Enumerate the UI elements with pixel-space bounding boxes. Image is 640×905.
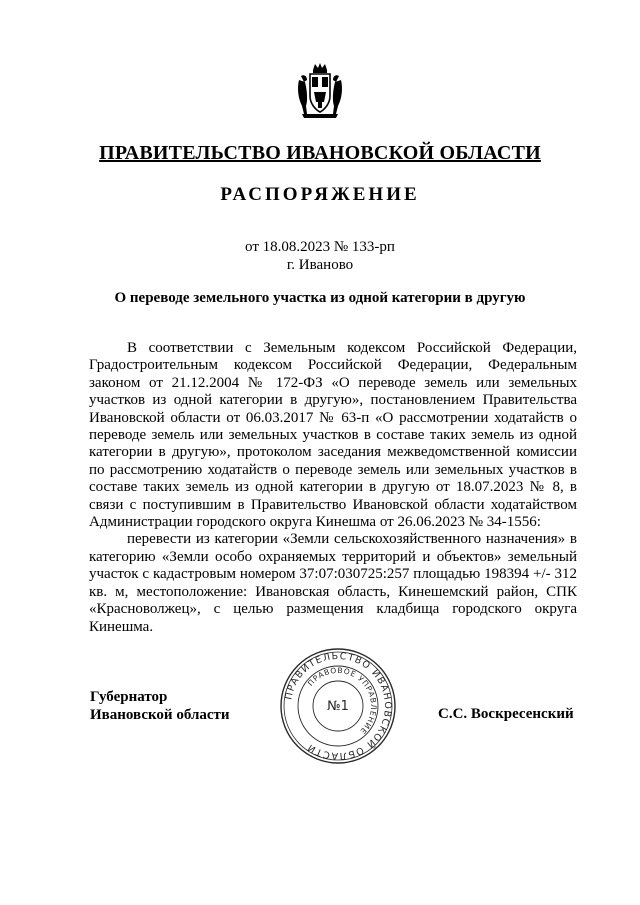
official-stamp [278, 646, 398, 766]
document-body [89, 340, 577, 636]
stamp-ring-text: ПРАВИТЕЛЬСТВО ИВАНОВСКОЙ ОБЛАСТИ [283, 650, 394, 762]
stamp-inner-text: ПРАВОВОЕ УПРАВЛЕНИЕ [305, 665, 379, 737]
document-place: г. Иваново [286, 257, 354, 273]
document-subject: О переводе земельного участка из одной категории в другую [114, 290, 526, 306]
organization-title: ПРАВИТЕЛЬСТВО ИВАНОВСКОЙ ОБЛАСТИ [99, 142, 541, 164]
body-paragraph-2: перевести из категории «Земли сельскохозяйственного назначения» в категорию «Земли особо охраняемых территорий и объектов» земельный участок с кадастровым номером 37:07:030725:257 площадью 198394 +/- 312 кв. м, местоположение: Ивановская область, Кинешемский район, СПК «Красноволжец», с целью размещения кладбища городского округа Кинешма. [89, 531, 577, 635]
document-type: РАСПОРЯЖЕНИЕ [220, 184, 420, 205]
body-paragraph-1: В соответствии с Земельным кодексом Российской Федерации, Градостроительным кодексом Российской Федерации, Федеральным законом от 21.12.2004 № 172-ФЗ «О переводе земель или земельных участков из одной категории в другую», постановлением Правительства Ивановской области от 06.03.2017 № 63-п «О рассмотрении ходатайств о переводе земель или земельных участков в составе таких земель из одной категории в другую», протоколом заседания межведомственной комиссии по рассмотрению ходатайств о переводе земель или земельных участков в составе таких земель из одной категории в другую от 18.07.2023 № 8, в связи с поступившим в Правительство Ивановской области ходатайством Администрации городского округа Кинешма от 26.06.2023 № 34-1556: [89, 340, 577, 531]
coat-of-arms-icon [296, 62, 344, 120]
signatory-position-line-1: Губернатор [90, 689, 168, 705]
signatory-position [90, 688, 230, 724]
signatory-name: С.С. Воскресенский [438, 706, 574, 722]
stamp-number: №1 [327, 699, 349, 714]
signatory-position-line-2: Ивановской области [90, 707, 230, 723]
document-date-number: от 18.08.2023 № 133-рп [245, 239, 395, 255]
